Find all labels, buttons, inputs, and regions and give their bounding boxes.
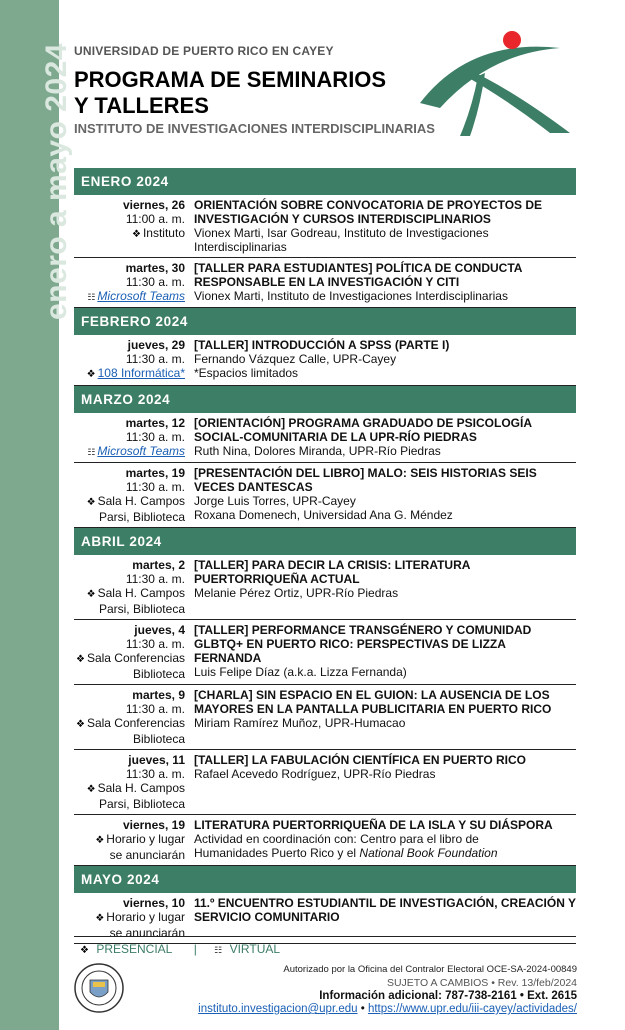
event-when-where [74,558,194,616]
schedule [74,168,576,944]
month-header: FEBRERO 2024 [74,308,576,335]
event-when-where [74,896,194,940]
handshake-icon: ❖ [95,913,105,924]
handshake-icon: ❖ [75,719,85,730]
event-title: [TALLER] PARA DECIR LA CRISIS: LITERATURA PUERTORRIQUEÑA ACTUAL [194,558,470,586]
event-detail: Miriam Ramírez Muñoz, UPR-Humacao [194,716,406,730]
event-row [74,258,576,308]
event-place [74,832,185,848]
event-row [74,620,576,685]
event-day: martes, 12 [125,416,185,430]
network-icon: ☷ [214,945,223,955]
event-day: viernes, 19 [122,818,185,832]
event-detail: Humanidades Puerto Rico y el National Book Foundation [194,846,498,860]
event-place [74,289,185,304]
event-info [194,818,576,862]
event-title: 11.º ENCUENTRO ESTUDIANTIL DE INVESTIGACIÓN, CREACIÓN Y SERVICIO COMUNITARIO [194,896,576,924]
event-when-where [74,466,194,524]
event-title: [TALLER] LA FABULACIÓN CIENTÍFICA EN PUERTO RICO [194,753,526,767]
place-text: Parsi, Biblioteca [98,797,185,811]
title-line-2: Y TALLERES [74,93,209,118]
event-info [194,261,576,304]
link-separator: • [360,1003,365,1015]
contact-info: Información adicional: 787-738-2161 • Ext. 2615 [319,990,577,1002]
email-link[interactable]: instituto.investigacion@upr.edu [198,1003,358,1015]
event-title: LITERATURA PUERTORRIQUEÑA DE LA ISLA Y SU DIÁSPORA [194,818,553,832]
legend-virtual: VIRTUAL [229,942,281,956]
event-row [74,815,576,866]
event-time: 11:30 a. m. [125,352,185,366]
event-info [194,896,576,940]
website-link[interactable]: https://www.upr.edu/iii-cayey/actividades/ [367,1003,577,1015]
event-place [74,781,185,797]
place-text: Sala Conferencias [86,716,185,730]
event-info [194,416,576,459]
event-when-where [74,818,194,862]
place-text: Instituto [142,226,185,240]
event-detail: Actividad en coordinación con: Centro para el libro de [194,832,479,846]
event-when-where [74,416,194,459]
event-title: [TALLER] PERFORMANCE TRANSGÉNERO Y COMUNIDAD GLBTQ+ EN PUERTO RICO: PERSPECTIVAS DE LIZZA FERNANDA [194,623,532,665]
event-day: martes, 2 [132,558,185,572]
place-link[interactable]: 108 Informática* [97,366,185,380]
institute-logo-icon [410,28,580,138]
page-subtitle: INSTITUTO DE INVESTIGACIONES INTERDISCIPLINARIAS [74,121,435,136]
legend-presencial: PRESENCIAL [96,942,173,956]
event-place [74,226,185,242]
event-place [74,848,185,862]
event-info [194,466,576,524]
event-info [194,753,576,811]
event-time: 11:30 a. m. [125,767,185,781]
event-when-where [74,753,194,811]
sidebar-vertical-text: enero a mayo 2024 [40,43,73,320]
event-place [74,444,185,459]
month-header: ABRIL 2024 [74,528,576,555]
event-when-where [74,198,194,254]
event-detail: *Espacios limitados [194,366,299,380]
event-day: martes, 9 [132,688,185,702]
handshake-icon: ❖ [86,369,96,380]
event-place [74,366,185,382]
event-info [194,558,576,616]
event-title: [CHARLA] SIN ESPACIO EN EL GUION: LA AUSENCIA DE LOS MAYORES EN LA PANTALLA PUBLICITARIA EN PUERTO RICO [194,688,552,716]
event-info [194,623,576,681]
event-detail: Luis Felipe Díaz (a.k.a. Lizza Fernanda) [194,665,407,679]
place-text: Biblioteca [132,667,185,681]
place-link[interactable]: Microsoft Teams [97,289,185,303]
event-place [74,910,185,926]
place-link[interactable]: Microsoft Teams [97,444,185,458]
university-name: UNIVERSIDAD DE PUERTO RICO EN CAYEY [74,44,334,58]
event-title: [TALLER] INTRODUCCIÓN A SPSS (PARTE I) [194,338,450,352]
event-title: [TALLER PARA ESTUDIANTES] POLÍTICA DE CONDUCTA RESPONSABLE EN LA INVESTIGACIÓN Y CITI [194,261,522,289]
handshake-icon: ❖ [86,589,96,600]
event-detail: Roxana Domenech, Universidad Ana G. Méndez [194,508,453,522]
handshake-icon: ❖ [86,784,96,795]
event-time: 11:30 a. m. [125,637,185,651]
event-row [74,555,576,620]
event-place [74,651,185,667]
event-place [74,586,185,602]
event-place [74,667,185,681]
event-detail: Jorge Luis Torres, UPR-Cayey [194,494,356,508]
place-text: Parsi, Biblioteca [98,602,185,616]
event-time: 11:30 a. m. [125,572,185,586]
university-seal-icon [73,962,125,1014]
footer [198,964,577,1015]
handshake-icon: ❖ [80,945,89,956]
event-place [74,494,185,510]
month-header: MARZO 2024 [74,386,576,413]
place-text: Horario y lugar [106,832,185,846]
event-time: 11:30 a. m. [125,480,185,494]
legend-divider [74,936,576,937]
event-day: jueves, 4 [134,623,185,637]
month-header: ENERO 2024 [74,168,576,195]
event-time: 11:30 a. m. [125,275,185,289]
sidebar-band [0,0,73,1030]
event-row [74,195,576,258]
event-when-where [74,261,194,304]
event-place [74,602,185,616]
place-text: Horario y lugar [106,910,185,924]
event-row [74,335,576,386]
event-day: jueves, 11 [128,753,185,767]
event-when-where [74,688,194,746]
event-place [74,732,185,746]
event-detail: Fernando Vázquez Calle, UPR-Cayey [194,352,397,366]
event-title: [ORIENTACIÓN] PROGRAMA GRADUADO DE PSICOLOGÍA SOCIAL-COMUNITARIA DE LA UPR-RÍO PIEDRAS [194,416,532,444]
event-row [74,750,576,815]
handshake-icon: ❖ [75,654,85,665]
event-info [194,688,576,746]
event-day: martes, 30 [125,261,185,275]
event-detail: Vionex Marti, Instituto de Investigaciones Interdisciplinarias [194,289,508,303]
event-when-where [74,338,194,382]
event-row [74,463,576,528]
revision-text: SUJETO A CAMBIOS • Rev. 13/feb/2024 [386,977,577,989]
event-day: viernes, 10 [122,896,185,910]
place-text: se anunciarán [109,926,185,940]
event-info [194,338,576,382]
handshake-icon: ❖ [95,835,105,846]
event-detail: Vionex Marti, Isar Godreau, Instituto de Investigaciones Interdisciplinarias [194,226,489,254]
place-text: Sala H. Campos [97,494,185,508]
event-when-where [74,623,194,681]
event-detail: Melanie Pérez Ortiz, UPR-Río Piedras [194,586,399,600]
place-text: Parsi, Biblioteca [98,510,185,524]
event-info [194,198,576,254]
event-title: ORIENTACIÓN SOBRE CONVOCATORIA DE PROYECTOS DE INVESTIGACIÓN Y CURSOS INTERDISCIPLINARIOS [194,198,543,226]
authorization-text: Autorizado por la Oficina del Contralor Electoral OCE-SA-2024-00849 [283,964,577,975]
event-detail: Rafael Acevedo Rodríguez, UPR-Río Piedras [194,767,436,781]
event-title: [PRESENTACIÓN DEL LIBRO] MALO: SEIS HISTORIAS SEIS VECES DANTESCAS [194,466,537,494]
event-day: martes, 19 [125,466,185,480]
month-header: MAYO 2024 [74,866,576,893]
event-row [74,685,576,750]
event-time: 11:00 a. m. [125,212,185,226]
handshake-icon: ❖ [132,229,141,240]
place-text: Sala Conferencias [86,651,185,665]
place-text: Biblioteca [132,732,185,746]
place-text: Sala H. Campos [97,586,185,600]
legend [80,942,284,956]
event-place [74,716,185,732]
event-day: jueves, 29 [127,338,185,352]
event-detail: Ruth Nina, Dolores Miranda, UPR-Río Piedras [194,444,441,458]
footer-links [198,1003,577,1015]
legend-separator: | [193,942,197,956]
handshake-icon: ❖ [86,497,96,508]
event-day: viernes, 26 [122,198,185,212]
network-icon: ☷ [87,447,96,457]
event-row [74,413,576,463]
event-place [74,926,185,940]
place-text: Sala H. Campos [97,781,185,795]
event-place [74,510,185,524]
network-icon: ☷ [87,292,96,302]
event-time: 11:30 a. m. [125,702,185,716]
event-time: 11:30 a. m. [125,430,185,444]
event-place [74,797,185,811]
title-line-1: PROGRAMA DE SEMINARIOS [74,67,387,92]
place-text: se anunciarán [109,848,185,862]
